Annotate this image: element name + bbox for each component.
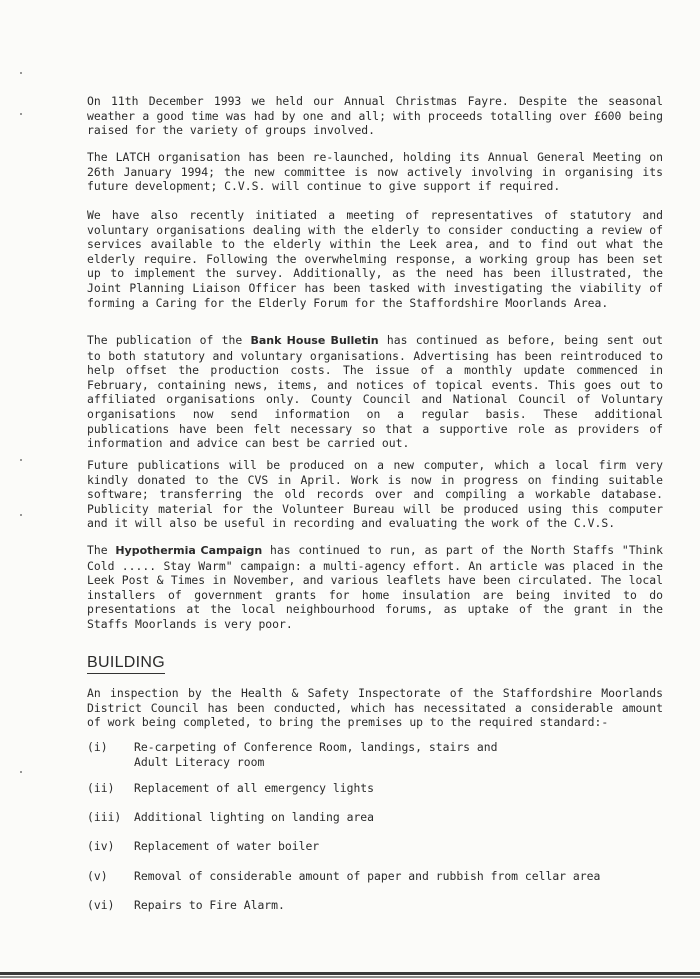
list-item-number: (vi) — [87, 898, 115, 912]
list-item-text: Replacement of all emergency lights — [134, 781, 375, 795]
list-item-number: (iv) — [87, 839, 115, 853]
list-item-number: (v) — [87, 869, 108, 883]
scan-mark — [20, 113, 22, 115]
building-intro-paragraph: An inspection by the Health & Safety Inspectorate of the Staffordshire Moorlands District Council has been conducted, which has necessitated a considerable amount of work being completed, to bring the premises up to the required standard:- — [87, 686, 663, 730]
list-item-text: Replacement of water boiler — [134, 839, 320, 853]
hypothermia-text-start: The — [87, 543, 116, 557]
computer-paragraph: Future publications will be produced on a new computer, which a local firm very kindly donated to the CVS in April. Work is now in progress on finding suitable software; transferring the old records over and compiling a workable database. Publicity material for the Volunteer Bureau will be produced using this computer and it will also be useful in recording and evaluating the work of the C.V.S. — [87, 458, 663, 531]
bulletin-text-rest: has continued as before, being sent out to both statutory and voluntary organisations. Advertising has been reintroduced to help offset the production costs. The issue of a monthly update commenced in February, containing news, items, and notices of topical events. This goes out to affiliated organisations only. County Council and National Council of Voluntary organisations now send information on a regular basis. These additional publications have been felt necessary so that a supportive role as providers of information and advice can best be carried out. — [87, 333, 663, 451]
scan-edge-line — [0, 976, 700, 978]
latch-paragraph: The LATCH organisation has been re-launched, holding its Annual General Meeting on 26th January 1994; the new committee is now actively involving in organising its future development; C.V.S. will continue to give support if required. — [87, 150, 663, 194]
hypothermia-paragraph — [87, 543, 663, 632]
scan-mark — [20, 771, 22, 773]
list-item-text: Additional lighting on landing area — [134, 810, 375, 824]
list-item-number: (ii) — [87, 781, 115, 795]
elderly-review-paragraph: We have also recently initiated a meeting of representatives of statutory and voluntary organisations dealing with the elderly to consider conducting a review of services available to the elderly within the Leek area, and to find out what the elderly require. Following the overwhelming response, a working group has been set up to implement the survey. Additionally, as the need has been illustrated, the Joint Planning Liaison Officer has been tasked with investigating the viability of forming a Caring for the Elderly Forum for the Staffordshire Moorlands Area. — [87, 208, 663, 310]
scan-mark — [20, 514, 22, 516]
list-item-number: (iii) — [87, 810, 122, 824]
scan-mark — [20, 72, 22, 74]
list-item-text: Removal of considerable amount of paper and rubbish from cellar area — [134, 869, 601, 883]
list-item-text: Repairs to Fire Alarm. — [134, 898, 285, 912]
list-item-number: (i) — [87, 740, 108, 754]
scan-edge-line — [0, 972, 700, 975]
christmas-fayre-paragraph: On 11th December 1993 we held our Annual Christmas Fayre. Despite the seasonal weather a good time was had by one and all; with proceeds totalling over £600 being raised for the variety of groups involved. — [87, 94, 663, 138]
bulletin-title: Bank House Bulletin — [250, 334, 379, 347]
bulletin-text-start: The publication of the — [87, 333, 251, 347]
bulletin-paragraph — [87, 333, 663, 451]
building-heading: BUILDING — [87, 654, 165, 674]
list-item-text — [134, 740, 654, 769]
list-item-line: Re-carpeting of Conference Room, landings, stairs and — [134, 740, 498, 754]
hypothermia-title: Hypothermia Campaign — [115, 544, 263, 557]
scan-mark — [20, 459, 22, 461]
list-item-line: Adult Literacy room — [134, 754, 265, 769]
hypothermia-text-rest: has continued to run, as part of the North Staffs "Think Cold ..... Stay Warm" campaign: a multi-agency effort. An article was placed in the Leek Post & Times in November, and various leaflets have been circulated. The local installers of government grants for home insulation are being invited to do presentations at the local neighbourhood forums, as uptake of the grant in the Staffs Moorlands is very poor. — [87, 543, 663, 631]
